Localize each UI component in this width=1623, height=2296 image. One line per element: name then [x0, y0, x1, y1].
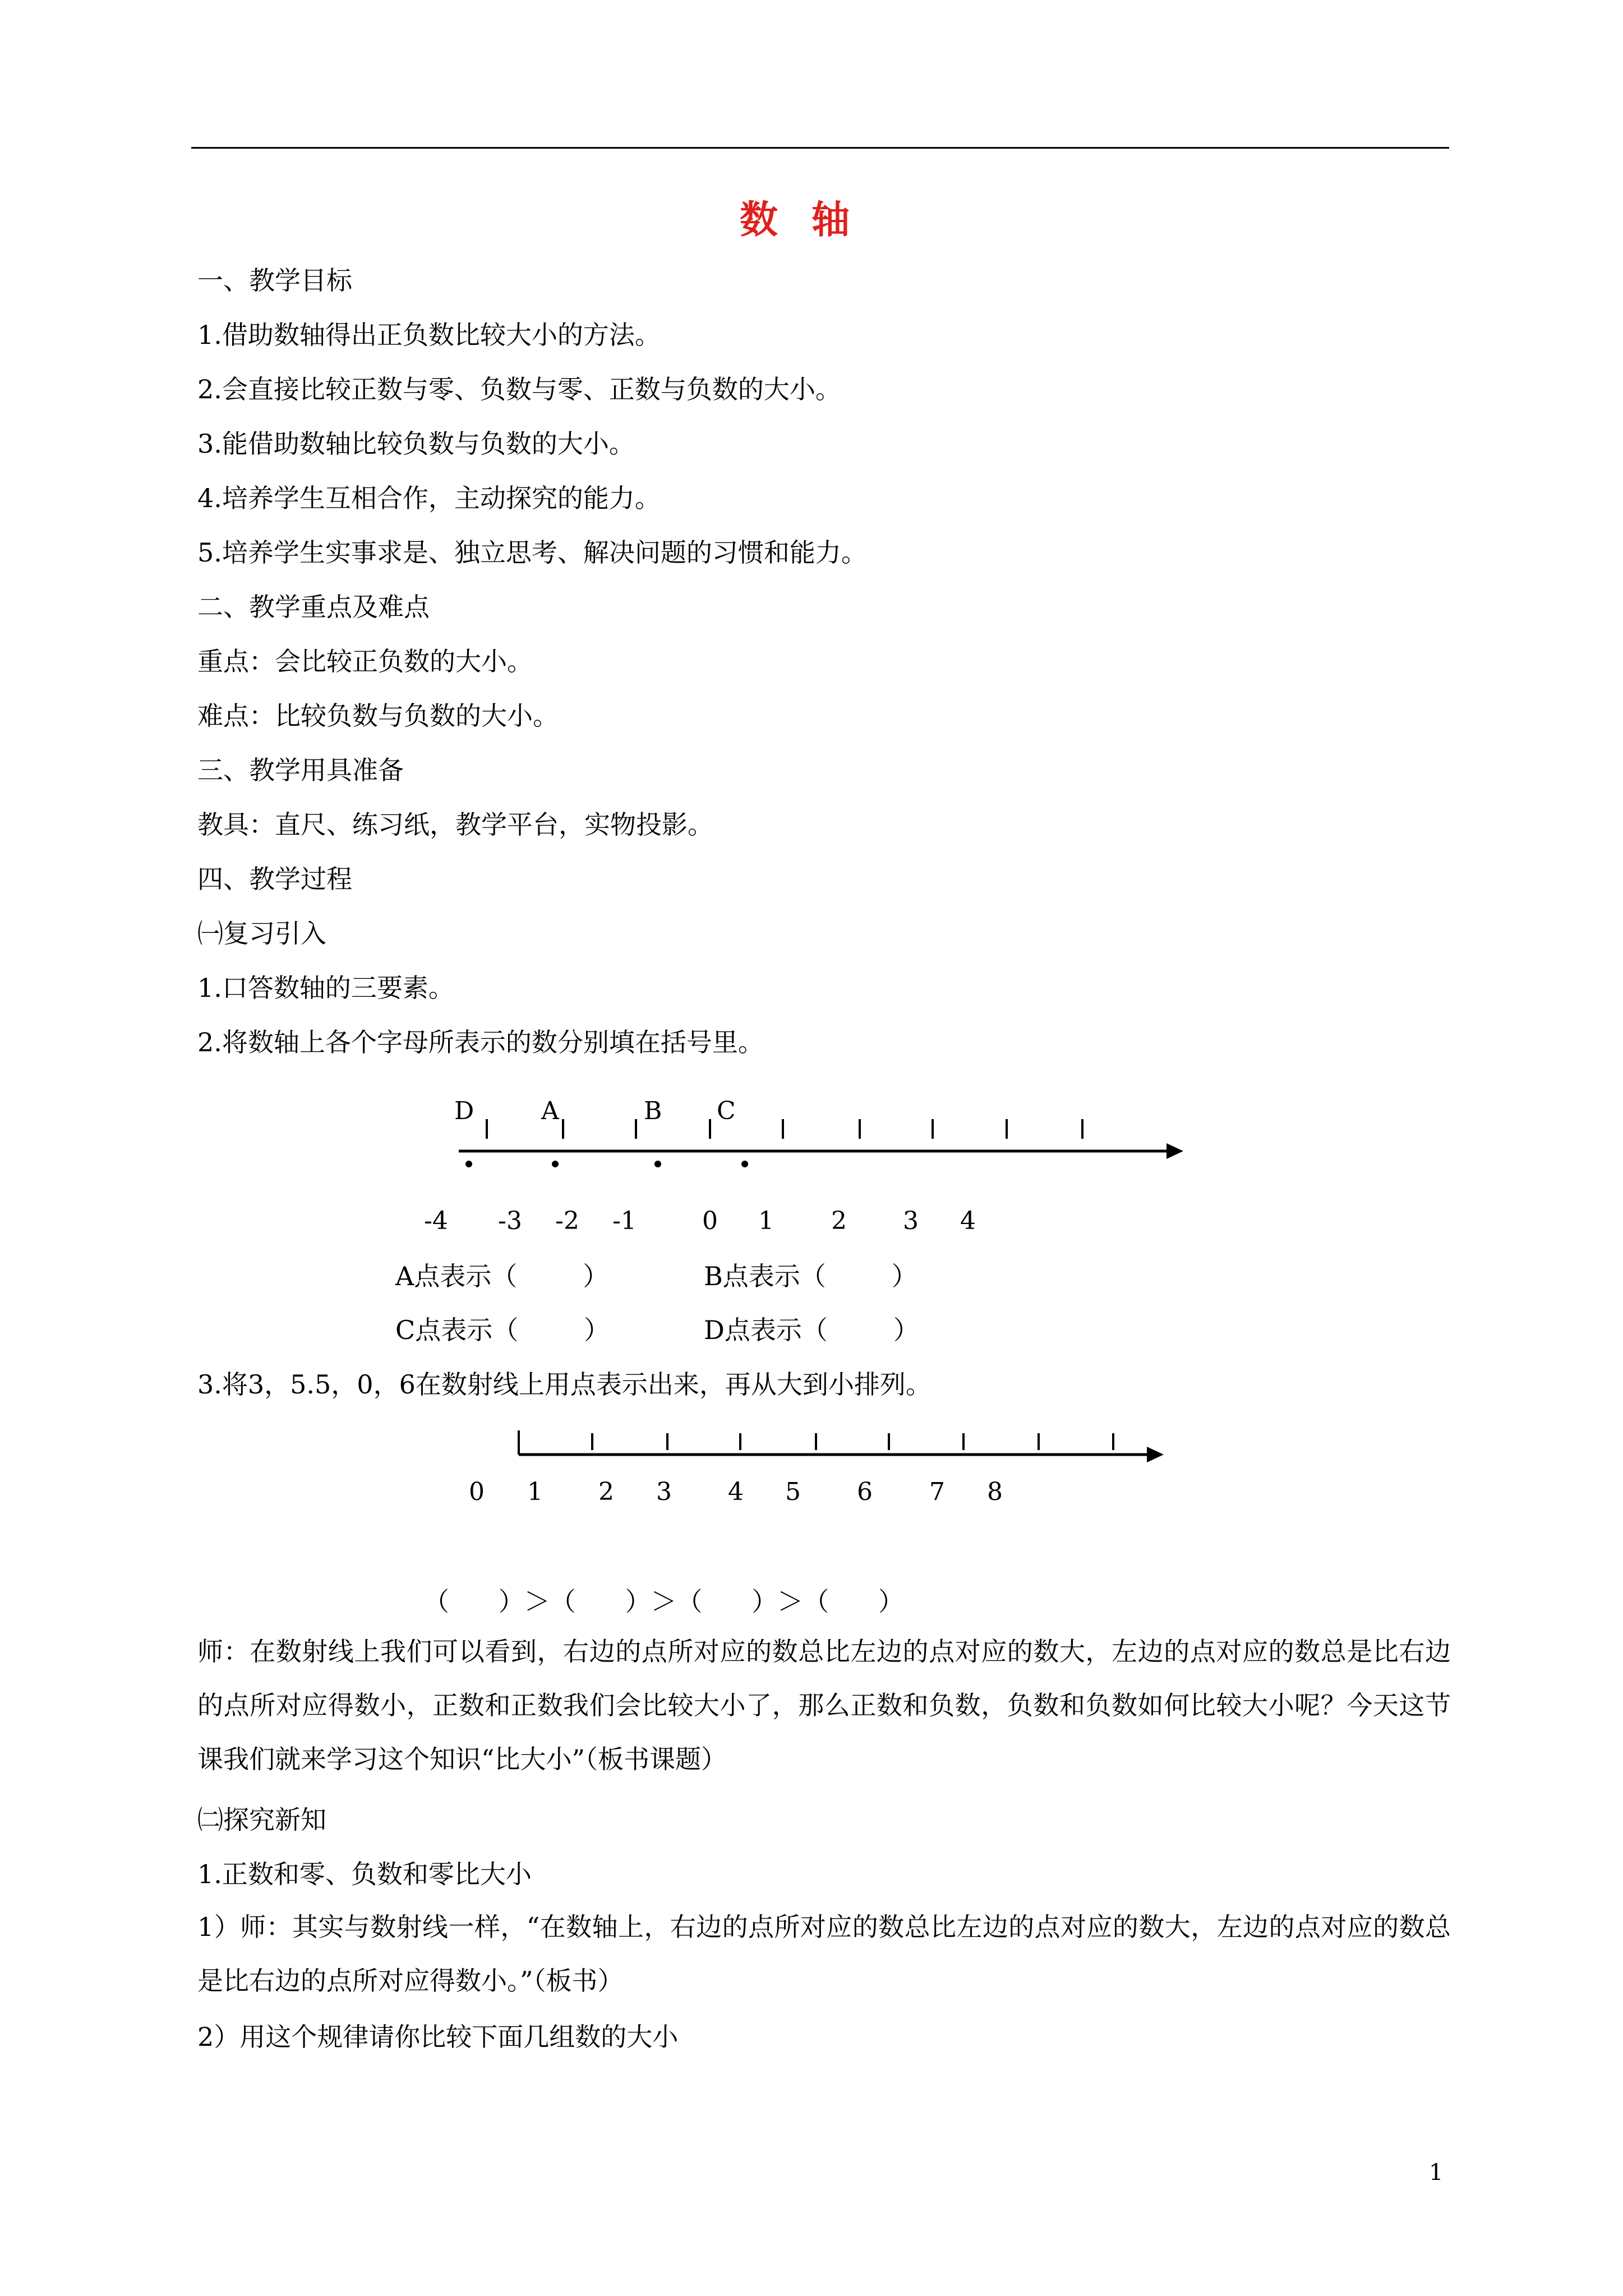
blank-d: D点表示（ ） — [704, 1315, 919, 1345]
tick-label: -1 — [612, 1207, 637, 1235]
point-letter: D — [454, 1097, 474, 1125]
tick-label: 4 — [960, 1207, 976, 1235]
objectives-heading: 一、教学目标 — [197, 265, 352, 296]
axis-point — [552, 1161, 559, 1167]
objective-item: 1.借助数轴得出正负数比较大小的方法。 — [197, 320, 661, 350]
review-heading: ㈠复习引入 — [197, 918, 326, 949]
keypoints-heading: 二、教学重点及难点 — [197, 592, 430, 622]
tick-label: 7 — [929, 1478, 945, 1506]
review-item: 2.将数轴上各个字母所表示的数分别填在括号里。 — [197, 1027, 764, 1057]
tick-label: 3 — [903, 1207, 919, 1235]
tick-label: 6 — [857, 1478, 873, 1506]
tick-label: -2 — [555, 1207, 579, 1235]
process-heading: 四、教学过程 — [197, 864, 352, 894]
axis-point — [465, 1161, 472, 1167]
objective-item: 2.会直接比较正数与零、负数与零、正数与负数的大小。 — [197, 374, 841, 404]
review-item: 3.将3，5.5，0，6在数射线上用点表示出来，再从大到小排列。 — [197, 1369, 932, 1400]
ordering-blanks: （ ）＞（ ）＞（ ）＞（ ） — [423, 1586, 904, 1617]
tick-label: 0 — [702, 1207, 718, 1235]
axis-arrow — [1166, 1143, 1183, 1159]
blank-a: A点表示（ ） — [395, 1261, 609, 1291]
axis-point — [741, 1161, 748, 1167]
tick-label: 2 — [598, 1478, 614, 1506]
tick-label: 8 — [987, 1478, 1003, 1506]
explore-item: 2）用这个规律请你比较下面几组数的大小 — [197, 2022, 679, 2052]
tick-label: 4 — [728, 1478, 744, 1506]
difficulty-text: 难点：比较负数与负数的大小。 — [197, 701, 559, 731]
page-title: 数轴 — [739, 198, 883, 242]
blank-b: B点表示（ ） — [704, 1261, 917, 1291]
point-letter: B — [644, 1097, 662, 1125]
keypoint-text: 重点：会比较正负数的大小。 — [197, 646, 533, 677]
blank-c: C点表示（ ） — [395, 1315, 610, 1345]
tick-label: 2 — [831, 1207, 847, 1235]
tools-text: 教具：直尺、练习纸，教学平台，实物投影。 — [197, 809, 713, 840]
tick-label: 3 — [656, 1478, 672, 1506]
explore-paragraph: 1）师：其实与数射线一样，“在数轴上，右边的点所对应的数总比左边的点对应的数大，左边的点对应的数总是比右边的点所对应得数小。”（板书） — [197, 1912, 1451, 1996]
review-item: 1.口答数轴的三要素。 — [197, 973, 454, 1003]
page-number: 1 — [1429, 2160, 1444, 2185]
tick-label: 1 — [527, 1478, 543, 1506]
explore-item: 1.正数和零、负数和零比大小 — [197, 1859, 532, 1889]
objective-item: 5.培养学生实事求是、独立思考、解决问题的习惯和能力。 — [197, 537, 867, 568]
teacher-paragraph: 师：在数射线上我们可以看到，右边的点所对应的数总比左边的点对应的数大，左边的点对应的数总是比右边的点所对应得数小，正数和正数我们会比较大小了，那么正数和负数，负数和负数如何比较大小呢？今天这节课我们就来学习这个知识“比大小”（板书课题） — [197, 1636, 1451, 1774]
axis-arrow — [1147, 1447, 1164, 1462]
point-letter: A — [541, 1097, 559, 1125]
tick-label: 5 — [785, 1478, 801, 1506]
tick-label: -3 — [498, 1207, 522, 1235]
tick-label: 1 — [758, 1207, 774, 1235]
point-letter: C — [717, 1097, 736, 1125]
number-line-2 — [519, 1430, 1164, 1462]
objective-item: 4.培养学生互相合作，主动探究的能力。 — [197, 483, 661, 513]
explore-heading: ㈡探究新知 — [197, 1805, 326, 1835]
tick-label: 0 — [469, 1478, 485, 1506]
tools-heading: 三、教学用具准备 — [197, 755, 404, 785]
axis-point — [654, 1161, 661, 1167]
tick-label: -4 — [424, 1207, 448, 1235]
objective-item: 3.能借助数轴比较负数与负数的大小。 — [197, 429, 635, 459]
number-line-1 — [459, 1119, 1183, 1167]
